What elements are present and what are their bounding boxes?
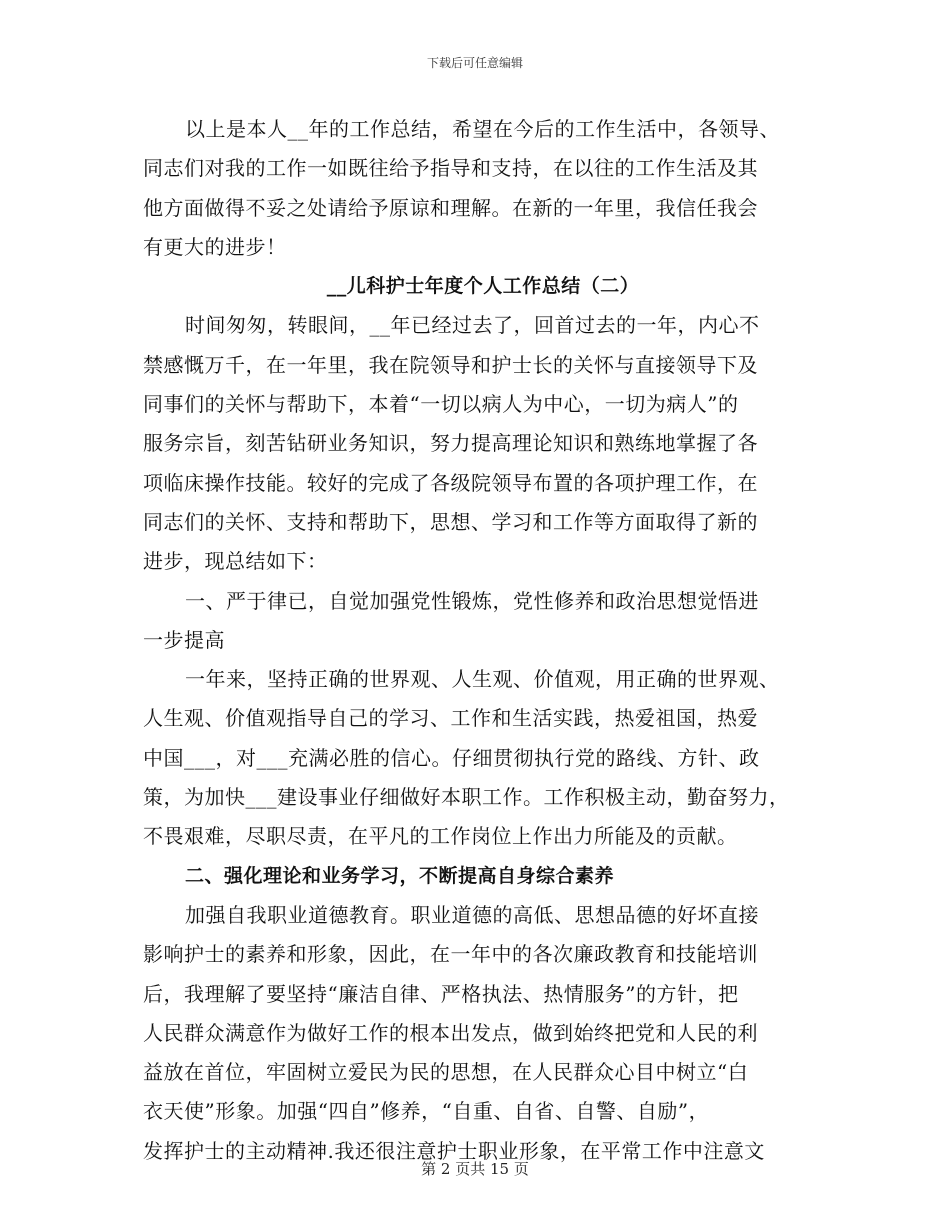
- paragraph-line: 服务宗旨，刻苦钻研业务知识，努力提高理论知识和熟练地掌握了各: [143, 431, 758, 456]
- paragraph-line: 时间匆匆，转眼间，__年已经过去了，回首过去的一年，内心不: [185, 313, 760, 338]
- paragraph-line: 人民群众满意作为做好工作的根本出发点，做到始终把党和人民的利: [143, 1020, 758, 1045]
- paragraph-line: 项临床操作技能。较好的完成了各级院领导布置的各项护理工作，在: [143, 470, 758, 495]
- page-footer: 第 2 页共 15 页: [421, 1160, 529, 1178]
- section-heading-1-continued: 一步提高: [143, 627, 225, 652]
- paragraph-line: 一年来，坚持正确的世界观、人生观、价值观，用正确的世界观、: [185, 667, 780, 692]
- paragraph-line: 发挥护士的主动精神.我还很注意护士职业形象，在平常工作中注意文: [143, 1138, 765, 1163]
- section-title: __儿科护士年度个人工作总结（二）: [326, 275, 640, 298]
- paragraph-line: 禁感慨万千，在一年里，我在院领导和护士长的关怀与直接领导下及: [143, 352, 758, 377]
- paragraph-line: 他方面做得不妥之处请给予原谅和理解。在新的一年里，我信任我会: [143, 195, 758, 220]
- paragraph-line: 后，我理解了要坚持“廉洁自律、严格执法、热情服务”的方针，把: [143, 981, 739, 1006]
- paragraph-line: 以上是本人__年的工作总结，希望在今后的工作生活中，各领导、: [185, 117, 780, 141]
- paragraph-line: 不畏艰难，尽职尽责，在平凡的工作岗位上作出力所能及的贡献。: [143, 824, 738, 849]
- paragraph-line: 衣天使”形象。加强“四自”修养，“自重、自省、自警、自励”，: [143, 1099, 710, 1124]
- paragraph-line: 中国___，对___充满必胜的信心。仔细贯彻执行党的路线、方针、政: [143, 745, 760, 770]
- section-heading-2: 二、强化理论和业务学习，不断提高自身综合素养: [185, 864, 615, 887]
- paragraph-line: 同志们的关怀、支持和帮助下，思想、学习和工作等方面取得了新的: [143, 509, 758, 534]
- paragraph-line: 人生观、价值观指导自己的学习、工作和生活实践，热爱祖国，热爱: [143, 706, 758, 731]
- document-body: [143, 110, 823, 1171]
- paragraph-line: 进步，现总结如下：: [143, 549, 328, 574]
- paragraph-line: 有更大的进步！: [143, 234, 287, 259]
- paragraph-line: 加强自我职业道德教育。职业道德的高低、思想品德的好坏直接: [185, 902, 759, 927]
- paragraph-line: 同事们的关怀与帮助下，本着“一切以病人为中心，一切为病人”的: [143, 392, 739, 417]
- paragraph-line: 益放在首位，牢固树立爱民为民的思想，在人民群众心目中树立“白: [143, 1060, 749, 1085]
- paragraph-line: 策，为加快___建设事业仔细做好本职工作。工作积极主动，勤奋努力，: [143, 785, 790, 810]
- section-heading-1: 一、严于律已，自觉加强党性锻炼，党性修养和政治思想觉悟进: [185, 588, 759, 613]
- paragraph-line: 同志们对我的工作一如既往给予指导和支持，在以往的工作生活及其: [143, 156, 758, 181]
- header-note: 下载后可任意编辑: [426, 56, 523, 70]
- paragraph-line: 影响护士的素养和形象，因此，在一年中的各次廉政教育和技能培训: [143, 942, 758, 967]
